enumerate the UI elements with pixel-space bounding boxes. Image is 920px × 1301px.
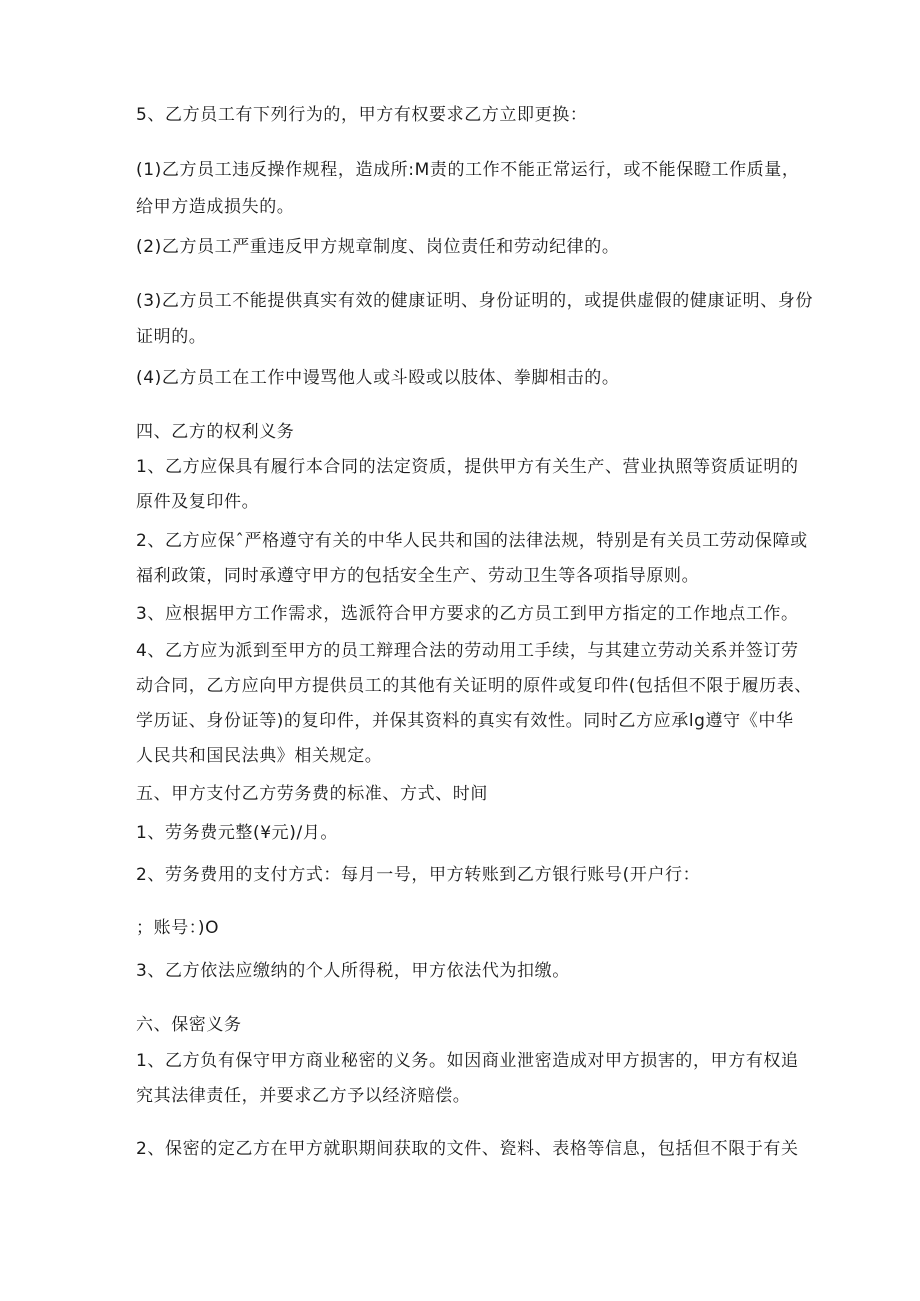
section-6-heading: 六、保密义务 xyxy=(136,1015,242,1035)
clause-5-item-4: (4)乙方员工在工作中谩骂他人或斗殴或以肢体、拳脚相击的。 xyxy=(136,368,620,388)
clause-5-item-1-line-1: (1)乙方员工违反操作规程，造成所:M责的工作不能正常运行，或不能保瞪工作质量， xyxy=(136,160,800,180)
section-5-item-3: 3、乙方依法应缴纳的个人所得税，甲方依法代为扣缴。 xyxy=(136,961,570,981)
section-6-item-1-line-1: 1、乙方负有保守甲方商业秘密的义务。如因商业泄密造成对甲方损害的，甲方有权追 xyxy=(136,1051,799,1071)
clause-5-item-1-line-2: 给甲方造成损失的。 xyxy=(136,197,295,217)
section-4-item-3: 3、应根据甲方工作需求，选派符合甲方要求的乙方员工到甲方指定的工作地点工作。 xyxy=(136,604,799,624)
clause-5-item-3-line-2: 证明的。 xyxy=(136,327,207,347)
section-4-item-4-line-4: 人民共和国民法典》相关规定。 xyxy=(136,746,383,766)
clause-5-item-3-line-1: (3)乙方员工不能提供真实有效的健康证明、身份证明的，或提供虚假的健康证明、身份 xyxy=(136,291,814,311)
section-4-item-4-line-1: 4、乙方应为派到至甲方的员工辩理合法的劳动用工手续，与其建立劳动关系并签订劳 xyxy=(136,641,799,661)
section-5-heading: 五、甲方支付乙方劳务费的标准、方式、时间 xyxy=(136,784,488,804)
section-4-item-2-line-1: 2、乙方应保ˆ严格遵守有关的中华人民共和国的法律法规，特别是有关员工劳动保障或 xyxy=(136,531,808,551)
section-4-item-2-line-2: 福利政策，同时承遵守甲方的包括安全生产、劳动卫生等各项指导原则。 xyxy=(136,566,700,586)
section-4-item-4-line-3: 学历证、身份证等)的复印件，并保其资料的真实有效性。同时乙方应承lg遵守《中华 xyxy=(136,711,794,731)
section-5-item-1: 1、劳务费元整(¥元)/月。 xyxy=(136,823,339,843)
section-4-item-4-line-2: 动合同，乙方应向甲方提供员工的其他有关证明的原件或复印件(包括但不限于履历表、 xyxy=(136,676,813,696)
section-4-heading: 四、乙方的权利义务 xyxy=(136,422,295,442)
clause-5-item-2: (2)乙方员工严重违反甲方规章制度、岗位责任和劳动纪律的。 xyxy=(136,237,620,257)
section-6-item-1-line-2: 究其法律责任，并要求乙方予以经济赔偿。 xyxy=(136,1086,471,1106)
section-4-item-1-line-1: 1、乙方应保具有履行本合同的法定资质，提供甲方有关生产、营业执照等资质证明的 xyxy=(136,457,799,477)
clause-5-heading: 5、乙方员工有下列行为的，甲方有权要求乙方立即更换： xyxy=(136,105,588,125)
section-4-item-1-line-2: 原件及复印件。 xyxy=(136,492,260,512)
section-6-item-2-line-1: 2、保密的定乙方在甲方就职期间获取的文件、瓷料、表格等信息，包括但不限于有关 xyxy=(136,1139,799,1159)
section-5-item-2-line-1: 2、劳务费用的支付方式：每月一号，甲方转账到乙方银行账号(开户行： xyxy=(136,865,701,885)
section-5-item-2-line-2: ；账号：)O xyxy=(136,918,220,938)
